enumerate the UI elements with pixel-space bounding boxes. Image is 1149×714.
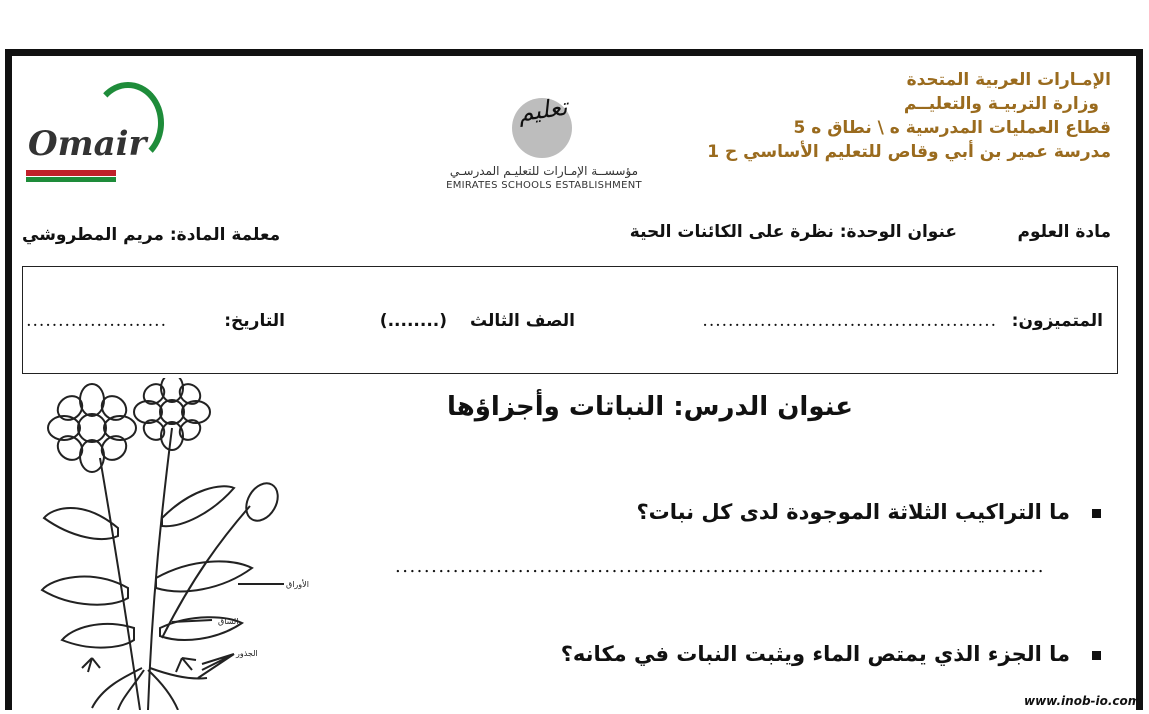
name-fill-line[interactable]: .............................................. [702, 311, 997, 331]
logo-stripe-red [26, 170, 116, 176]
logo-english-caption: EMIRATES SCHOOLS ESTABLISHMENT [446, 180, 642, 191]
school-header [707, 68, 1111, 164]
logo-word: تعليم [516, 92, 570, 128]
name-label: المتميزون: [1011, 311, 1103, 331]
question-1-text: ما التراكيب الثلاثة الموجودة لدى كل نبات؟ [636, 500, 1070, 524]
emirates-schools-logo [418, 92, 678, 204]
header-line-ministry: وزارة التربيـة والتعليــم [903, 94, 1099, 114]
answer-line-1[interactable]: .......................................................................................... [395, 556, 1045, 577]
bullet-icon [1092, 509, 1101, 518]
header-line-country: الإمـارات العربية المتحدة [906, 70, 1111, 90]
grade-label: الصف الثالث [469, 311, 575, 331]
teacher-name: معلمة المادة: مريم المطروشي [22, 225, 281, 245]
label-leaves: الأوراق [286, 580, 309, 589]
unit-title: عنوان الوحدة: نظرة على الكائنات الحية [629, 222, 957, 242]
subject-label: مادة العلوم [1017, 222, 1111, 242]
header-line-school: مدرسة عمير بن أبي وقاص للتعليم الأساسي ح 1 [707, 142, 1111, 162]
lesson-title: عنوان الدرس: النباتات وأجزاؤها [446, 392, 854, 422]
label-stem: الساق [218, 617, 239, 626]
logo-stripe-green [26, 177, 116, 182]
question-1 [636, 500, 1101, 524]
website-watermark: www.inob-io.com [1024, 694, 1141, 708]
plant-drawing [22, 378, 322, 710]
date-fill-line[interactable]: ...................... [26, 311, 167, 331]
header-line-sector: قطاع العمليات المدرسية ه \ نطاق ه 5 [793, 118, 1111, 138]
date-label: التاريخ: [224, 311, 285, 331]
logo-arabic-caption: مؤسســة الإمـارات للتعليـم المدرسـي [449, 164, 639, 178]
bullet-icon [1092, 651, 1101, 660]
plant-diagram [22, 378, 322, 710]
question-2-text: ما الجزء الذي يمتص الماء ويثبت النبات في مكانه؟ [560, 642, 1070, 666]
omair-school-logo [22, 76, 154, 194]
question-2 [561, 642, 1101, 666]
student-info-box [22, 266, 1118, 374]
label-roots: الجذور [236, 649, 258, 658]
logo-omair-text: Omair [28, 124, 147, 164]
grade-fill[interactable]: (........) [379, 311, 447, 331]
